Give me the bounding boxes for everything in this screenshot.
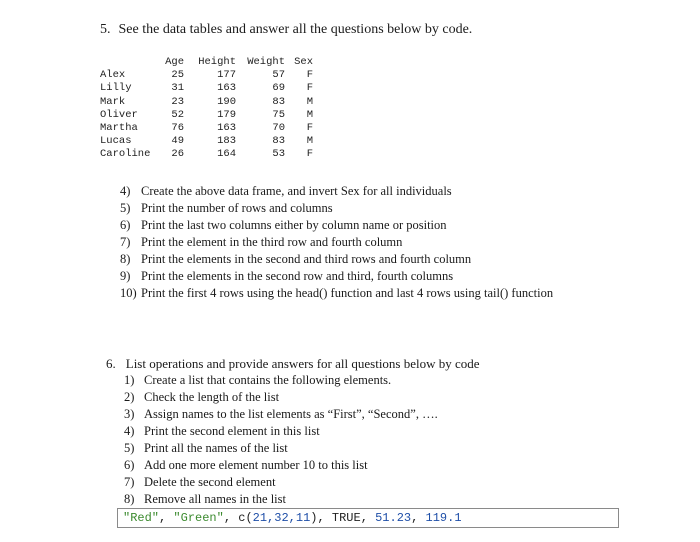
cell-sex: M (306, 95, 313, 108)
list-item (124, 389, 438, 406)
item-number: 6) (120, 218, 131, 232)
cell-age: 23 (171, 95, 184, 108)
question-6-heading (106, 356, 480, 372)
list-item (120, 217, 553, 234)
list-elements-code-box: "Red", "Green", c(21,32,11), TRUE, 51.23, 119.1 (117, 508, 619, 528)
header-sex: Sex (294, 56, 313, 68)
item-number: 10) (120, 286, 137, 300)
list-item (124, 491, 438, 508)
table-header-row (100, 56, 313, 69)
cell-age: 76 (171, 122, 184, 135)
table-row (100, 96, 313, 109)
item-text: Print the last two columns either by column name or position (141, 218, 447, 232)
cell-sex: F (306, 82, 313, 95)
cell-sex: F (306, 148, 313, 161)
cell-age: 31 (171, 82, 184, 95)
row-name: Mark (100, 95, 126, 108)
cell-height: 163 (217, 122, 236, 135)
list-item (124, 440, 438, 457)
list-item (124, 406, 438, 423)
cell-height: 164 (217, 148, 236, 161)
item-number: 8) (120, 252, 131, 266)
item-text: Print the elements in the second and third rows and fourth column (141, 252, 472, 266)
row-name: Martha (100, 122, 138, 135)
table-row (100, 82, 313, 95)
row-name: Lilly (100, 82, 132, 95)
row-name: Lucas (100, 135, 132, 148)
list-item (120, 183, 553, 200)
item-text: Print the element in the third row and fourth column (141, 235, 403, 249)
cell-weight: 83 (272, 95, 285, 108)
item-text: Delete the second element (144, 475, 276, 489)
list-item (120, 200, 553, 217)
header-height: Height (198, 56, 236, 68)
item-text: Print the elements in the second row and third, fourth columns (141, 269, 454, 283)
header-weight: Weight (247, 56, 285, 68)
item-number: 7) (120, 235, 131, 249)
cell-height: 177 (217, 69, 236, 82)
code-string-green: "Green" (173, 511, 224, 525)
item-number: 5) (124, 441, 135, 455)
item-text: Assign names to the list elements as “First”, “Second”, …. (144, 407, 438, 421)
table-row (100, 109, 313, 122)
cell-weight: 70 (272, 122, 285, 135)
list-item (120, 251, 553, 268)
list-item (124, 423, 438, 440)
cell-age: 26 (171, 148, 184, 161)
item-number: 6) (124, 458, 135, 472)
cell-height: 190 (217, 95, 236, 108)
item-text: Add one more element number 10 to this list (144, 458, 368, 472)
item-number: 4) (124, 424, 135, 438)
question-5-number: 5. (100, 22, 111, 37)
cell-weight: 53 (272, 148, 285, 161)
list-item (120, 268, 553, 285)
code-true: TRUE (331, 511, 361, 525)
question-5-title: See the data tables and answer all the questions below by code. (118, 22, 473, 37)
list-item (120, 234, 553, 251)
cell-weight: 57 (272, 69, 285, 82)
question-6-title: List operations and provide answers for all questions below by code (125, 356, 480, 371)
row-name: Oliver (100, 108, 138, 121)
list-item (124, 372, 438, 389)
item-number: 5) (120, 201, 131, 215)
cell-age: 49 (171, 135, 184, 148)
item-number: 3) (124, 407, 135, 421)
cell-age: 52 (171, 108, 184, 121)
item-number: 8) (124, 492, 135, 506)
item-number: 9) (120, 269, 131, 283)
row-name: Alex (100, 69, 126, 82)
item-text: Remove all names in the list (144, 492, 286, 506)
cell-sex: F (306, 122, 313, 135)
cell-height: 183 (217, 135, 236, 148)
data-frame-table (100, 56, 313, 162)
header-age: Age (165, 56, 184, 68)
question-6-list (124, 372, 438, 508)
cell-weight: 69 (272, 82, 285, 95)
item-text: Create the above data frame, and invert Sex for all individuals (141, 184, 452, 198)
cell-weight: 83 (272, 135, 285, 148)
item-text: Create a list that contains the following elements. (144, 373, 392, 387)
item-text: Print all the names of the list (144, 441, 288, 455)
table-row (100, 122, 313, 135)
cell-sex: M (306, 135, 313, 148)
item-text: Print the first 4 rows using the head() function and last 4 rows using tail() function (141, 286, 554, 300)
cell-sex: F (306, 69, 313, 82)
question-6-number: 6. (106, 356, 116, 371)
cell-height: 179 (217, 108, 236, 121)
item-number: 1) (124, 373, 135, 387)
question-5-heading (100, 22, 472, 38)
row-name: Caroline (100, 148, 151, 161)
question-5-list (120, 183, 553, 302)
table-row (100, 148, 313, 161)
list-item (124, 457, 438, 474)
cell-age: 25 (171, 69, 184, 82)
item-number: 7) (124, 475, 135, 489)
code-c-args: 21,32,11 (252, 511, 311, 525)
item-number: 2) (124, 390, 135, 404)
code-c-call: c( (238, 511, 253, 525)
cell-sex: M (306, 108, 313, 121)
item-text: Check the length of the list (144, 390, 280, 404)
table-row (100, 69, 313, 82)
item-number: 4) (120, 184, 131, 198)
list-item (124, 474, 438, 491)
code-number-2: 119.1 (425, 511, 462, 525)
cell-height: 163 (217, 82, 236, 95)
table-row (100, 135, 313, 148)
code-string-red: "Red" (123, 511, 160, 525)
cell-weight: 75 (272, 108, 285, 121)
code-number-1: 51.23 (375, 511, 412, 525)
item-text: Print the second element in this list (144, 424, 320, 438)
list-item (120, 285, 553, 302)
item-text: Print the number of rows and columns (141, 201, 333, 215)
